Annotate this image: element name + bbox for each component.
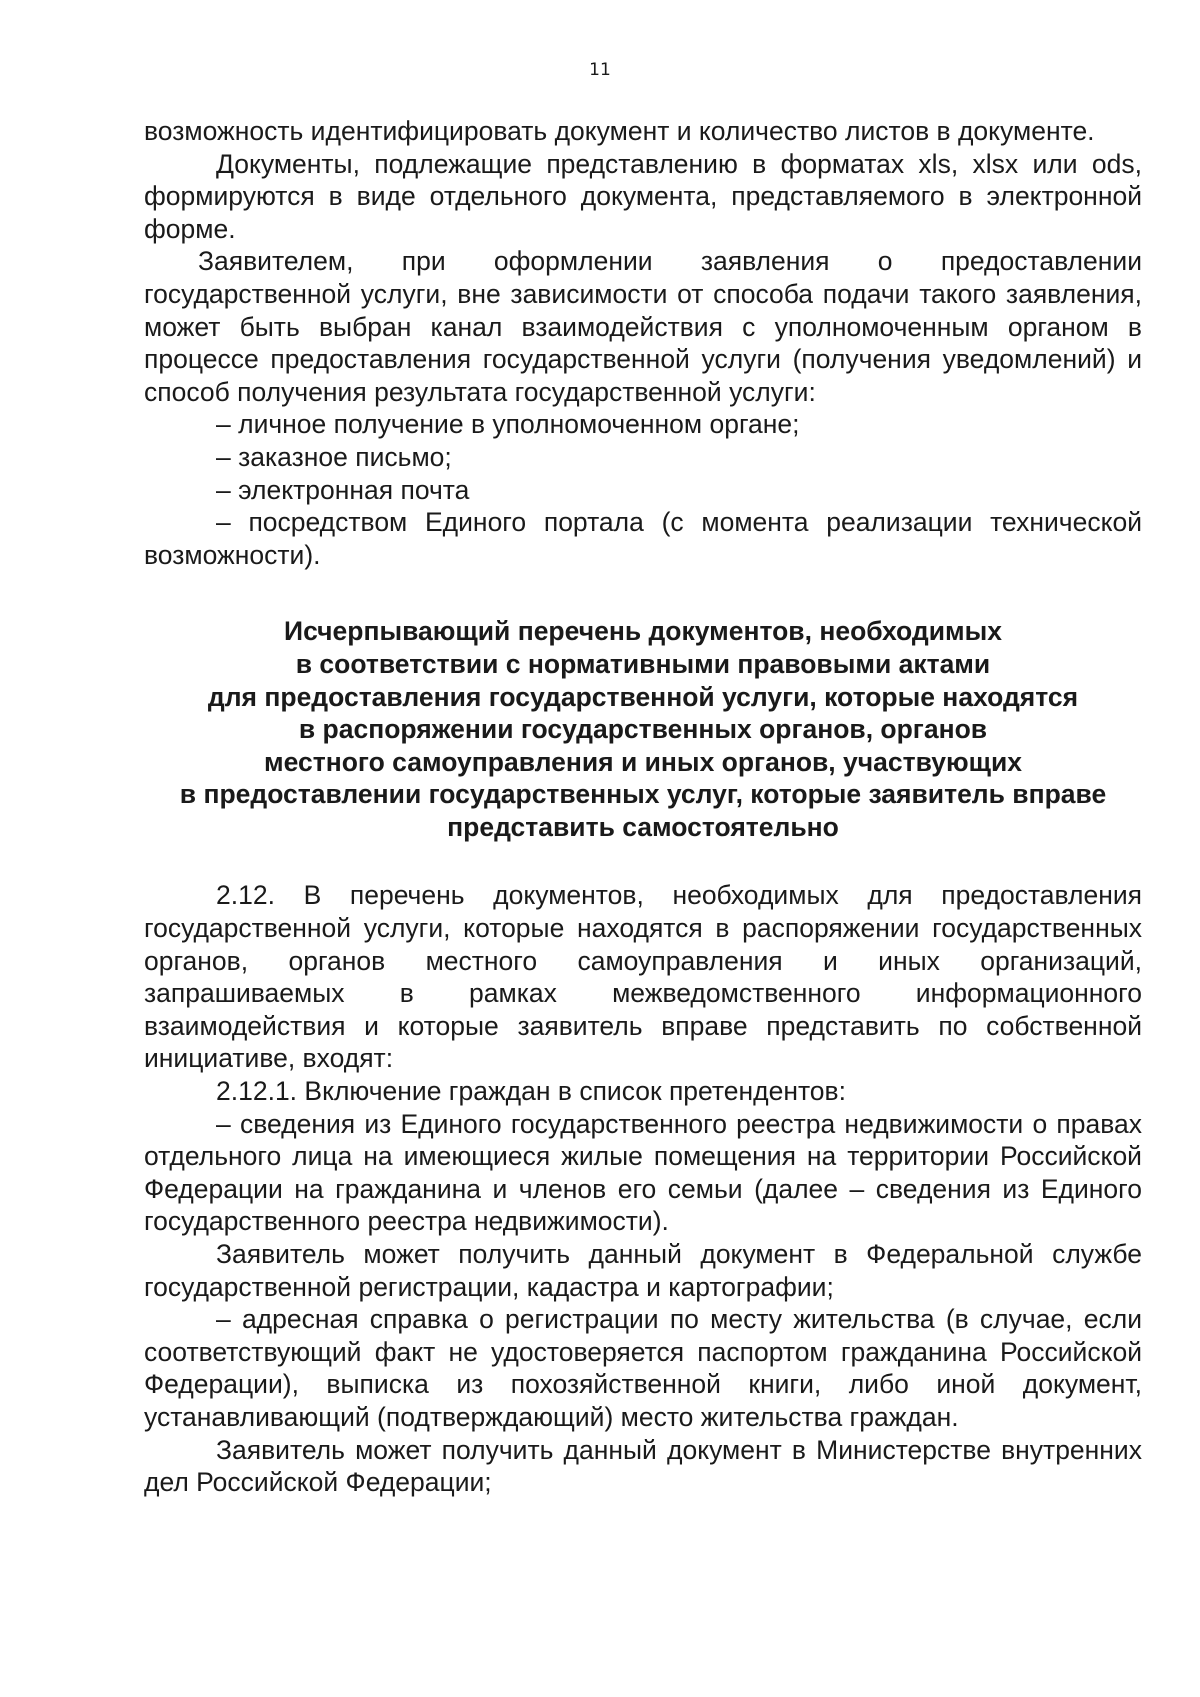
paragraph: 2.12.1. Включение граждан в список претендентов:	[216, 1076, 846, 1107]
paragraph: Заявитель может получить данный документ в Министерстве внутренних дел Российской Федерации;	[144, 1434, 1142, 1498]
list-item: – заказное письмо;	[216, 441, 452, 472]
paragraph: Заявителем, при оформлении заявления о предоставлении государственной услуги, вне зависимости от способа подачи такого заявления, может быть выбран канал взаимодействия с уполномоченным органом в процессе предоставления государственной услуги (получения уведомлений) и способ получения результата государственной услуги:	[144, 246, 1142, 407]
heading-line: в соответствии с нормативными правовыми актами	[295, 648, 991, 679]
heading-line: в предоставлении государственных услуг, которые заявитель вправе	[179, 779, 1107, 810]
heading-line: в распоряжении государственных органов, органов	[298, 714, 988, 745]
paragraph: Заявитель может получить данный документ в Федеральной службе государственной регистрации, кадастра и картографии;	[144, 1239, 1142, 1302]
paragraph: Документы, подлежащие представлению в форматах xls, xlsx или ods, формируются в виде отдельного документа, представляемого в электронной форме.	[144, 148, 1142, 244]
paragraph: – сведения из Единого государственного реестра недвижимости о правах отдельного лица на имеющиеся жилые помещения на территории Российской Федерации на гражданина и членов его семьи (далее – сведения из Единого государственного реестра недвижимости).	[144, 1108, 1142, 1237]
list-item: – посредством Единого портала (с момента реализации технической возможности).	[144, 507, 1142, 570]
page-number: 11	[589, 60, 611, 80]
heading-line: местного самоуправления и иных органов, участвующих	[264, 746, 1022, 777]
paragraph: – адресная справка о регистрации по месту жительства (в случае, если соответствующий факт не удостоверяется паспортом гражданина Российской Федерации), выписка из похозяйственной книги, либо иной документ, устанавливающий (подтверждающий) место жительства граждан.	[144, 1304, 1142, 1432]
list-item: – электронная почта	[216, 474, 470, 505]
list-item: – личное получение в уполномоченном органе;	[216, 409, 800, 440]
document-body	[144, 115, 1142, 1499]
paragraph: 2.12. В перечень документов, необходимых для предоставления государственной услуги, которые находятся в распоряжении государственных органов, органов местного самоуправления и иных организаций, запрашиваемых в рамках межведомственного информационного взаимодействия и которые заявитель вправе представить по собственной инициативе, входят:	[144, 880, 1142, 1074]
heading-line: для предоставления государственной услуги, которые находятся	[207, 681, 1079, 712]
heading-line: Исчерпывающий перечень документов, необходимых	[284, 616, 1002, 647]
section-heading	[144, 615, 1142, 843]
paragraph: возможность идентифицировать документ и количество листов в документе.	[144, 116, 1095, 146]
heading-line: представить самостоятельно	[447, 811, 839, 842]
